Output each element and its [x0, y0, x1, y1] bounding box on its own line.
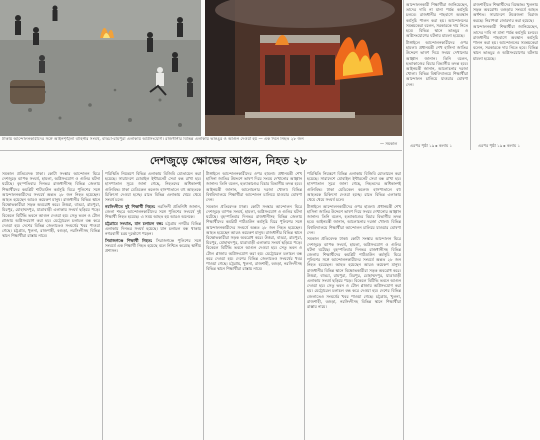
article-paragraph: সমকাল প্রতিবেদক ঢাকা। কোটা সংস্কার আন্দোলন ঘিরে দেশজুড়ে ব্যাপক সংঘর্ষ, হামলা, অগ্নিসংযোগ ও গুলির ঘটনা ঘটেছে। বৃহস্পতিবার দিনভর রাজধানীসহ বিভিন্ন জেলায় শিক্ষার্থীদের কমপ্লিট শাটডাউন কর্মসূচি ঘিরে পুলিশের সঙ্গে আন্দোলনকারীদের সংঘর্ষে অন্তত ২৮ জন নিহত হয়েছেন। আহত হয়েছেন আরও কয়েকশ মানুষ। রাজধানীর বিভিন্ন স্থানে বিক্ষোভকারীরা সড়ক অবরোধ করে। উত্তরা, বাড্ডা, রামপুরা, মিরপুর, মোহাম্মদপুর, যাত্রাবাড়ী এলাকায় সংঘর্ষ ছড়িয়ে পড়ে। বিকেলে বিটিভি ভবনে আগুন দেওয়া হয়। সেতু ভবন ও টোল প্লাজায় অগ্নিসংযোগ করা হয়। মেট্রোরেল চলাচল বন্ধ করে দেওয়া হয়। দেশের বিভিন্ন জেলাতেও সংঘর্ষের খবর পাওয়া গেছে। চট্টগ্রাম, খুলনা, রাজশাহী, বগুড়া, নরসিংদীসহ বিভিন্ন স্থানে শিক্ষার্থীরা রাস্তায় নামে।: [206, 203, 302, 272]
page-headline: দেশজুড়ে ক্ষোভের আগুন, নিহত ২৮: [150, 155, 308, 167]
article-column-2: [105, 171, 201, 440]
street-clash-illustration: [0, 0, 201, 136]
continued-note: এরপর পৃষ্ঠা ১৯ ▸ কলাম ১: [410, 143, 452, 148]
article-column-4: [307, 171, 401, 440]
article-column-3: [206, 171, 302, 440]
article-paragraph: আন্দোলনকারী শিক্ষার্থীরা জানিয়েছেন, তাদের দাবি না মানা পর্যন্ত কর্মসূচি চলবে। রাজধানীর শাহবাগে অবস্থান কর্মসূচি পালন করা হয়। আন্দোলনের সমন্বয়কেরা বলেন, সরকারকে দায় নিতে হবে। বিভিন্ন স্থানে ভাঙচুর ও অগ্নিসংযোগের ঘটনায় মামলা হয়েছে।: [406, 2, 468, 39]
blank-area: [404, 150, 540, 440]
column-divider: [470, 0, 471, 150]
burning-structure-photo: [205, 0, 402, 136]
column-divider: [304, 170, 305, 440]
article-paragraph: আন্দোলনকারী শিক্ষার্থীরা জানিয়েছেন, তাদের দাবি না মানা পর্যন্ত কর্মসূচি চলবে। রাজধানীর শাহবাগে অবস্থান কর্মসূচি পালন করা হয়। আন্দোলনের সমন্বয়কেরা বলেন, সরকারকে দায় নিতে হবে। বিভিন্ন স্থানে ভাঙচুর ও অগ্নিসংযোগের ঘটনায় মামলা হয়েছে।: [473, 24, 538, 61]
burning-structure-illustration: [205, 0, 402, 136]
subhead: নরসিংদীতে দুই শিক্ষার্থী নিহত:: [105, 203, 156, 209]
article-paragraph: সমকাল প্রতিবেদক ঢাকা। কোটা সংস্কার আন্দোলন ঘিরে দেশজুড়ে ব্যাপক সংঘর্ষ, হামলা, অগ্নিসংযোগ ও গুলির ঘটনা ঘটেছে। বৃহস্পতিবার দিনভর রাজধানীসহ বিভিন্ন জেলায় শিক্ষার্থীদের কমপ্লিট শাটডাউন কর্মসূচি ঘিরে পুলিশের সঙ্গে আন্দোলনকারীদের সংঘর্ষে অন্তত ২৮ জন নিহত হয়েছেন। আহত হয়েছেন আরও কয়েকশ মানুষ। রাজধানীর বিভিন্ন স্থানে বিক্ষোভকারীরা সড়ক অবরোধ করে। উত্তরা, বাড্ডা, রামপুরা, মিরপুর, মোহাম্মদপুর, যাত্রাবাড়ী এলাকায় সংঘর্ষ ছড়িয়ে পড়ে। বিকেলে বিটিভি ভবনে আগুন দেওয়া হয়। সেতু ভবন ও টোল প্লাজায় অগ্নিসংযোগ করা হয়। মেট্রোরেল চলাচল বন্ধ করে দেওয়া হয়। দেশের বিভিন্ন জেলাতেও সংঘর্ষের খবর পাওয়া গেছে। চট্টগ্রাম, খুলনা, রাজশাহী, বগুড়া, নরসিংদীসহ বিভিন্ন স্থানে শিক্ষার্থীরা রাস্তায় নামে।: [2, 171, 100, 239]
article-paragraph: পরিস্থিতি নিয়ন্ত্রণে বিভিন্ন এলাকায় বিজিবি মোতায়েন করা হয়েছে। সারাদেশে মোবাইল ইন্টারনেট সেবা বন্ধ রাখা হয়। হাসপাতাল সূত্রে জানা গেছে, নিহতদের অধিকাংশই গুলিবিদ্ধ। ঢাকা মেডিকেল কলেজ হাসপাতালে বহু আহতকে চিকিৎসা দেওয়া হচ্ছে। রাতে বিভিন্ন এলাকায় থেমে থেমে সংঘর্ষ চলে।: [307, 171, 401, 203]
continued-note: এরপর পৃষ্ঠা ১৯ ▸ কলাম ১: [478, 143, 520, 148]
article-paragraph: নরসিংদী প্রতিনিধি জানান, জেলা শহরে আন্দোলনকারীদের সঙ্গে পুলিশের সংঘর্ষে দুই শিক্ষার্থী নিহত হয়েছে। এ সময় আহত হয় আরও অনেকে।: [105, 203, 201, 220]
subhead: সিরাজগঞ্জে শিক্ষার্থী নিহত:: [105, 237, 153, 243]
article-paragraph: পরিস্থিতি নিয়ন্ত্রণে বিভিন্ন এলাকায় বিজিবি মোতায়েন করা হয়েছে। সারাদেশে মোবাইল ইন্টারনেট সেবা বন্ধ রাখা হয়। হাসপাতাল সূত্রে জানা গেছে, নিহতদের অধিকাংশই গুলিবিদ্ধ। ঢাকা মেডিকেল কলেজ হাসপাতালে বহু আহতকে চিকিৎসা দেওয়া হচ্ছে। রাতে বিভিন্ন এলাকায় থেমে থেমে সংঘর্ষ চলে।: [105, 171, 201, 203]
divider-under-caption: [0, 150, 402, 151]
article-column-1: [2, 171, 100, 440]
article-paragraph: সমকাল প্রতিবেদক ঢাকা। কোটা সংস্কার আন্দোলন ঘিরে দেশজুড়ে ব্যাপক সংঘর্ষ, হামলা, অগ্নিসংযোগ ও গুলির ঘটনা ঘটেছে। বৃহস্পতিবার দিনভর রাজধানীসহ বিভিন্ন জেলায় শিক্ষার্থীদের কমপ্লিট শাটডাউন কর্মসূচি ঘিরে পুলিশের সঙ্গে আন্দোলনকারীদের সংঘর্ষে অন্তত ২৮ জন নিহত হয়েছেন। আহত হয়েছেন আরও কয়েকশ মানুষ। রাজধানীর বিভিন্ন স্থানে বিক্ষোভকারীরা সড়ক অবরোধ করে। উত্তরা, বাড্ডা, রামপুরা, মিরপুর, মোহাম্মদপুর, যাত্রাবাড়ী এলাকায় সংঘর্ষ ছড়িয়ে পড়ে। বিকেলে বিটিভি ভবনে আগুন দেওয়া হয়। সেতু ভবন ও টোল প্লাজায় অগ্নিসংযোগ করা হয়। মেট্রোরেল চলাচল বন্ধ করে দেওয়া হয়। দেশের বিভিন্ন জেলাতেও সংঘর্ষের খবর পাওয়া গেছে। চট্টগ্রাম, খুলনা, রাজশাহী, বগুড়া, নরসিংদীসহ বিভিন্ন স্থানে শিক্ষার্থীরা রাস্তায় নামে।: [307, 236, 401, 310]
column-divider: [102, 170, 103, 440]
photo-caption: ঢাকায় আন্দোলনকারীদের সঙ্গে আইনশৃঙ্খলা বাহিনীর সংঘর্ষ, বাড্ডা-রামপুরা এলাকায় অগ্নিসংযোগ। রাজধানীর বিভিন্ন এলাকায় ভাঙচুর ও আগুন দেওয়া হয় — এক দিনে নিহত ২৮ জন: [2, 137, 304, 141]
article-paragraph: টাঙ্গাইলে আন্দোলনকারীদের ওপর হামলা। প্রধানমন্ত্রী শেখ হাসিনা জাতির উদ্দেশে ভাষণ দিয়ে সংযম দেখানোর আহ্বান জানান। তিনি বলেন, হত্যাকাণ্ডের বিচার বিভাগীয় তদন্ত হবে। আইনমন্ত্রী জানান, আলোচনার দরজা খোলা। বিভিন্ন বিশ্ববিদ্যালয়ে শিক্ষার্থীরা আন্দোলন চালিয়ে যাওয়ার ঘোষণা দেন।: [406, 39, 468, 87]
street-clash-photo: [0, 0, 201, 136]
subhead: চট্টগ্রামে সংঘাত, যান চলাচল বন্ধ:: [105, 220, 164, 226]
article-paragraph: টাঙ্গাইলে আন্দোলনকারীদের ওপর হামলা। প্রধানমন্ত্রী শেখ হাসিনা জাতির উদ্দেশে ভাষণ দিয়ে সংযম দেখানোর আহ্বান জানান। তিনি বলেন, হত্যাকাণ্ডের বিচার বিভাগীয় তদন্ত হবে। আইনমন্ত্রী জানান, আলোচনার দরজা খোলা। বিভিন্ন বিশ্ববিদ্যালয়ে শিক্ষার্থীরা আন্দোলন চালিয়ে যাওয়ার ঘোষণা দেন।: [206, 171, 302, 203]
article-paragraph: চট্টগ্রাম নগরীর বিভিন্ন এলাকায় দিনভর সংঘর্ষ হয়েছে। যান চলাচল বন্ধ থাকায় নগরবাসী চরম দুর্ভোগে পড়েন।: [105, 220, 201, 237]
article-column-right-2: [473, 2, 538, 140]
article-paragraph: সিরাজগঞ্জে পুলিশের সঙ্গে সংঘর্ষে এক শিক্ষার্থী নিহত হয়েছে বলে নিশ্চিত করেছে স্থানীয় প্রশাসন।: [105, 237, 201, 254]
column-divider: [203, 170, 204, 440]
article-column-right-1: [406, 2, 468, 140]
article-paragraph: রাজশাহীতে শিক্ষার্থীদের বিক্ষোভ। খুলনায় সড়ক অবরোধ। বগুড়ায় সংঘর্ষে আহত অর্ধশত। সারাদেশে উত্তেজনা বিরাজ করছে। নিরাপত্তা জোরদার করা হয়েছে।: [473, 2, 538, 23]
article-paragraph: টাঙ্গাইলে আন্দোলনকারীদের ওপর হামলা। প্রধানমন্ত্রী শেখ হাসিনা জাতির উদ্দেশে ভাষণ দিয়ে সংযম দেখানোর আহ্বান জানান। তিনি বলেন, হত্যাকাণ্ডের বিচার বিভাগীয় তদন্ত হবে। আইনমন্ত্রী জানান, আলোচনার দরজা খোলা। বিভিন্ন বিশ্ববিদ্যালয়ে শিক্ষার্থীরা আন্দোলন চালিয়ে যাওয়ার ঘোষণা দেন।: [307, 203, 401, 235]
caption-credit: — সমকাল: [380, 141, 398, 146]
